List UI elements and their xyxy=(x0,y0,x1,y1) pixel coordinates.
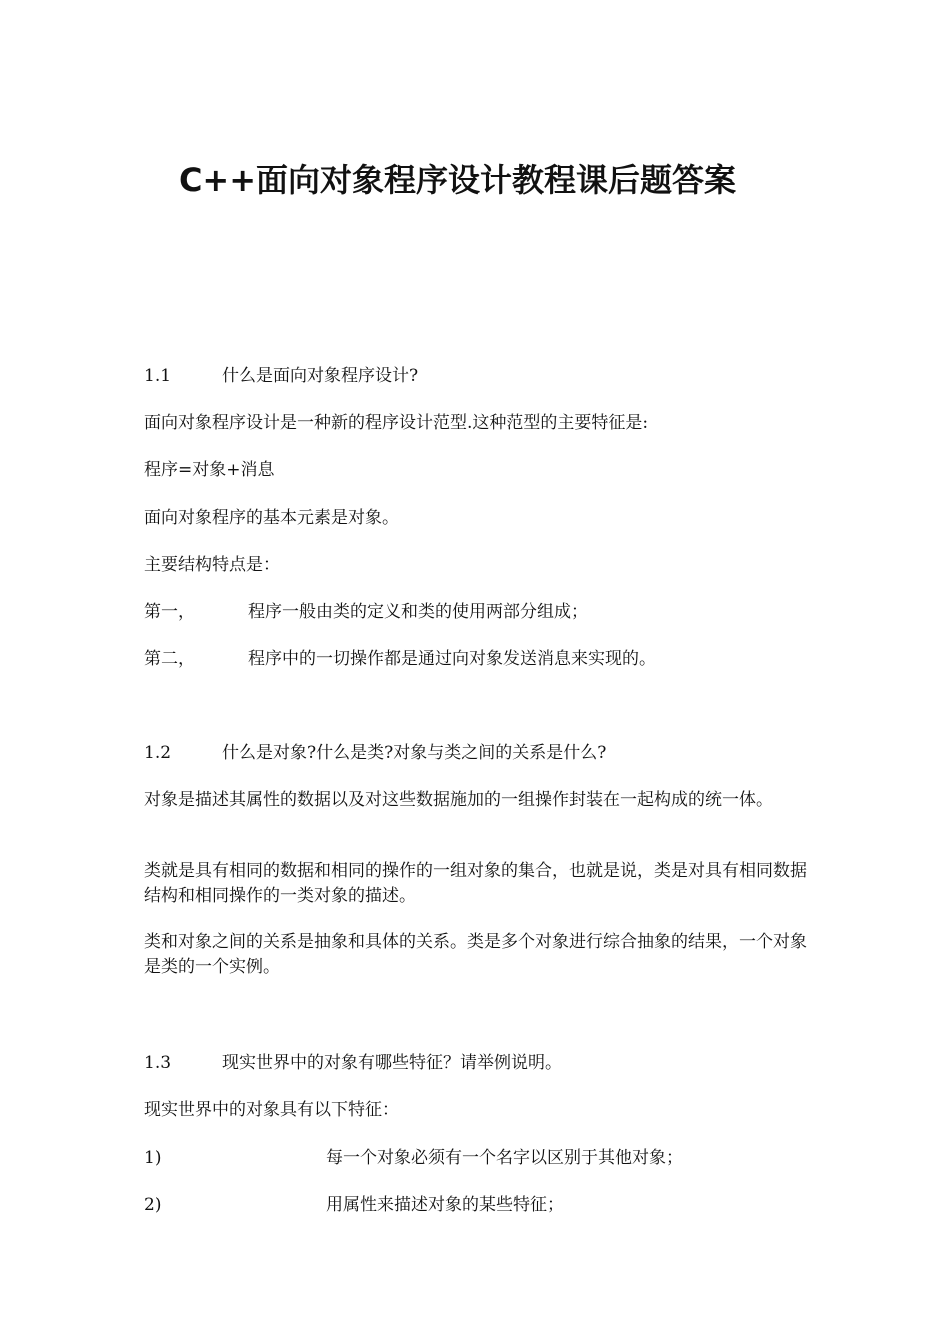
answer-point xyxy=(144,647,824,672)
list-item xyxy=(144,1193,824,1218)
answer-paragraph: 类和对象之间的关系是抽象和具体的关系。类是多个对象进行综合抽象的结果，一个对象是类的一个实例。 xyxy=(144,932,807,977)
question-number: 1.3 xyxy=(144,1053,172,1073)
question-number: 1.1 xyxy=(144,366,172,386)
question-1-2 xyxy=(144,741,824,766)
point-text: 程序中的一切操作都是通过向对象发送消息来实现的。 xyxy=(248,649,656,669)
point-label: 第一， xyxy=(144,602,195,622)
question-number: 1.2 xyxy=(144,743,172,763)
document-title: C++面向对象程序设计教程课后题答案 xyxy=(178,161,737,199)
answer-line: 面向对象程序设计是一种新的程序设计范型.这种范型的主要特征是: xyxy=(144,413,649,433)
list-item xyxy=(144,1146,824,1171)
question-text: 什么是对象?什么是类?对象与类之间的关系是什么? xyxy=(222,743,607,763)
answer-paragraph: 类就是具有相同的数据和相同的操作的一组对象的集合，也就是说，类是对具有相同数据结构和相同操作的一类对象的描述。 xyxy=(144,861,807,906)
item-text: 用属性来描述对象的某些特征； xyxy=(326,1195,564,1215)
answer-line: 现实世界中的对象具有以下特征： xyxy=(144,1100,399,1120)
answer-point xyxy=(144,600,824,625)
answer-paragraph: 对象是描述其属性的数据以及对这些数据施加的一组操作封装在一起构成的统一体。 xyxy=(144,790,773,810)
point-text: 程序一般由类的定义和类的使用两部分组成； xyxy=(248,602,588,622)
point-label: 第二， xyxy=(144,649,195,669)
question-text: 现实世界中的对象有哪些特征？请举例说明。 xyxy=(222,1053,562,1073)
answer-line: 主要结构特点是： xyxy=(144,555,280,575)
item-label: 2) xyxy=(144,1195,162,1215)
question-text: 什么是面向对象程序设计? xyxy=(222,366,419,386)
item-label: 1) xyxy=(144,1148,162,1168)
question-1-1 xyxy=(144,364,824,389)
item-text: 每一个对象必须有一个名字以区别于其他对象； xyxy=(326,1148,683,1168)
answer-line: 程序=对象+消息 xyxy=(144,460,275,480)
question-1-3 xyxy=(144,1051,824,1076)
answer-line: 面向对象程序的基本元素是对象。 xyxy=(144,508,399,528)
